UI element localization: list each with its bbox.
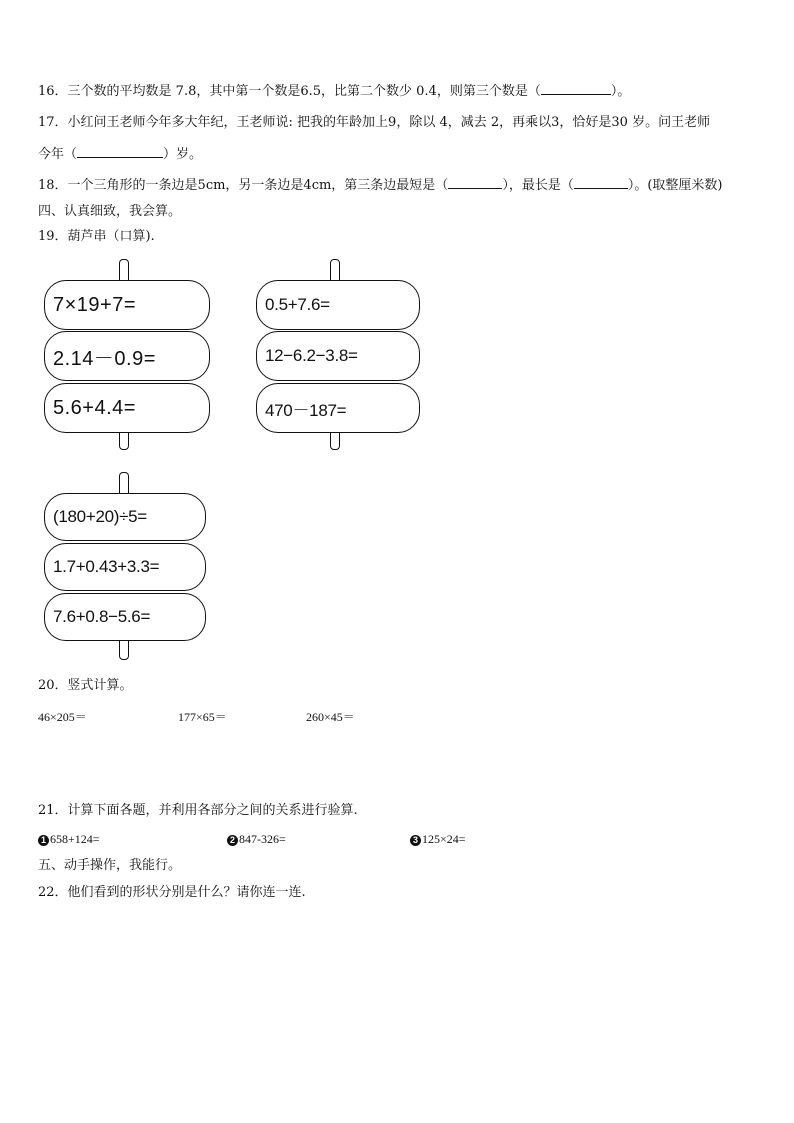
question-20-title: 20．竖式计算。	[38, 678, 133, 693]
section-4-heading: 四、认真细致，我会算。	[38, 204, 182, 219]
circled-number: 3	[410, 835, 421, 846]
gourd-bead: 2.14－0.9=	[44, 331, 210, 381]
gourd-bead: 470－187=	[256, 383, 420, 433]
gourd-bead: 5.6+4.4=	[44, 383, 210, 433]
vertical-calc-item: 46×205＝	[38, 710, 87, 724]
answer-blank[interactable]	[541, 82, 611, 95]
answer-blank[interactable]	[77, 145, 163, 158]
verify-calc-item	[38, 832, 100, 847]
question-17-line1: 17．小红问王老师今年多大年纪，王老师说: 把我的年龄加上9，除以 4，减去 2，再乘以3，恰好是30 岁。问王老师	[38, 115, 711, 130]
gourd-bead: 7.6+0.8−5.6=	[44, 593, 206, 641]
verify-expression: 847-326=	[239, 832, 286, 846]
circled-number: 2	[227, 835, 238, 846]
gourd-bead: 12−6.2−3.8=	[256, 331, 420, 381]
question-16-text: 16．三个数的平均数是 7.8，其中第一个数是6.5，比第二个数少 0.4，则第三个数是（	[38, 84, 541, 99]
verify-calc-item	[227, 832, 286, 847]
question-19-title: 19．葫芦串（口算).	[38, 229, 155, 244]
gourd-bead: 7×19+7=	[44, 280, 210, 330]
verify-expression: 125×24=	[422, 832, 466, 846]
gourd-bead: (180+20)÷5=	[44, 493, 206, 541]
question-17-prefix: 今年（	[38, 147, 78, 162]
answer-blank-min[interactable]	[448, 176, 502, 189]
vertical-calc-item: 177×65＝	[178, 710, 227, 724]
answer-blank-max[interactable]	[574, 176, 628, 189]
question-21-title: 21．计算下面各题，并利用各部分之间的关系进行验算.	[38, 803, 358, 818]
question-17-suffix: ）岁。	[163, 147, 203, 162]
vertical-calc-item: 260×45＝	[306, 710, 355, 724]
question-22-title: 22．他们看到的形状分别是什么？请你连一连.	[38, 885, 306, 900]
question-18-part-a: 18．一个三角形的一条边是5cm，另一条边是4cm，第三条边最短是（	[38, 178, 449, 193]
gourd-bead: 1.7+0.43+3.3=	[44, 543, 206, 591]
section-5-heading: 五、动手操作，我能行。	[38, 858, 182, 873]
verify-expression: 658+124=	[50, 832, 100, 846]
circled-number: 1	[38, 835, 49, 846]
question-18-part-b: ），最长是（	[502, 178, 574, 193]
question-17-line2	[38, 145, 202, 164]
question-18-part-c: ）。(取整厘米数)	[627, 178, 723, 193]
gourd-bead: 0.5+7.6=	[256, 280, 420, 330]
verify-calc-item	[410, 832, 466, 847]
question-18	[38, 176, 722, 195]
question-16-end: ）。	[610, 84, 631, 99]
question-16	[38, 82, 630, 101]
